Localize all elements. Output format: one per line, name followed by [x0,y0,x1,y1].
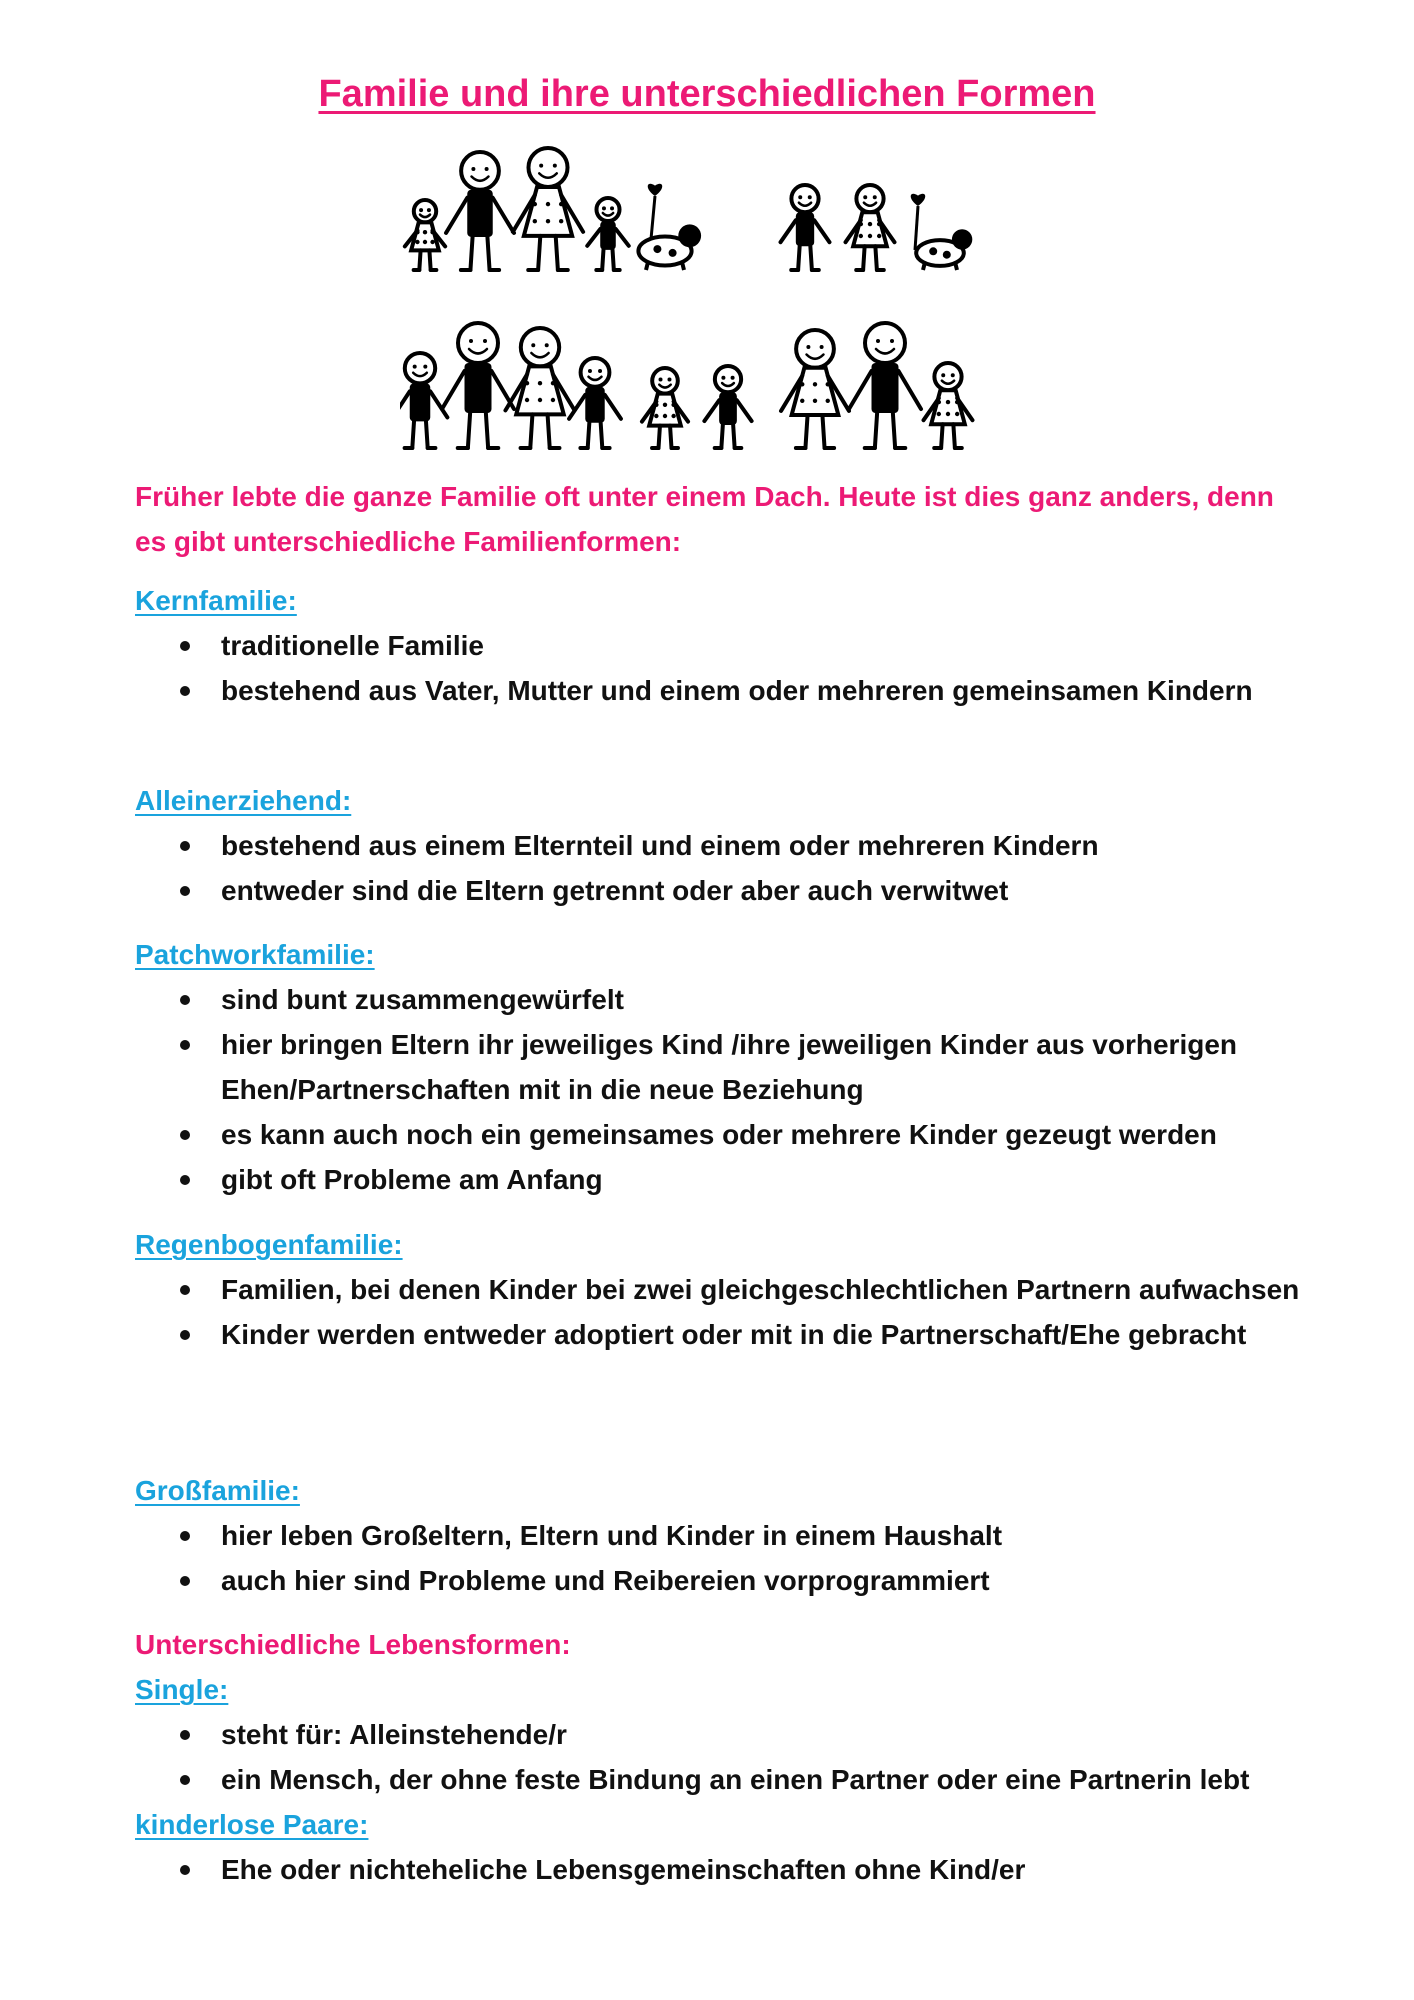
section-heading: Regenbogenfamilie: [135,1229,403,1260]
bullet-icon [180,1531,190,1541]
bullet-list [135,1267,1315,1357]
list-item: gibt oft Probleme am Anfang [135,1157,1315,1202]
bullet-list [135,1513,1315,1603]
list-item: auch hier sind Probleme und Reibereien vorprogrammiert [135,1558,1315,1603]
list-item: entweder sind die Eltern getrennt oder aber auch verwitwet [135,868,1315,913]
section-patchworkfamilie [135,932,1315,1202]
bullet-icon [180,886,190,896]
bullet-icon [180,1730,190,1740]
lifestyles-heading: Unterschiedliche Lebensformen: [135,1629,571,1660]
section-regenbogenfamilie [135,1222,1315,1357]
bullet-icon [180,1130,190,1140]
list-item: bestehend aus einem Elternteil und einem oder mehreren Kindern [135,823,1315,868]
bullet-icon [180,1865,190,1875]
bullet-icon [180,1576,190,1586]
list-item: traditionelle Familie [135,623,1315,668]
bullet-icon [180,1775,190,1785]
section-kernfamilie [135,578,1315,713]
bullet-icon [180,1330,190,1340]
section-heading: Alleinerziehend: [135,785,352,816]
bullet-list [135,1847,1315,1892]
section-alleinerziehend [135,778,1315,913]
bullet-icon [180,641,190,651]
list-item: Kinder werden entweder adoptiert oder mit in die Partnerschaft/Ehe gebracht [135,1312,1315,1357]
section-heading: Kernfamilie: [135,585,297,616]
section-grossfamilie [135,1468,1315,1603]
list-item: steht für: Alleinstehende/r [135,1712,1315,1757]
list-item: bestehend aus Vater, Mutter und einem oder mehreren gemeinsamen Kindern [135,668,1315,713]
list-item: es kann auch noch ein gemeinsames oder mehrere Kinder gezeugt werden [135,1112,1315,1157]
bullet-list [135,623,1315,713]
section-heading: Großfamilie: [135,1475,300,1506]
list-item: sind bunt zusammengewürfelt [135,977,1315,1022]
bullet-icon [180,995,190,1005]
bullet-list [135,977,1315,1202]
list-item: hier bringen Eltern ihr jeweiliges Kind /ihre jeweiligen Kinder aus vorherigen Ehen/Partnerschaften mit in die neue Beziehung [135,1022,1315,1112]
family-stick-figures-icon [400,138,1020,458]
bullet-icon [180,686,190,696]
list-item: ein Mensch, der ohne feste Bindung an einen Partner oder eine Partnerin lebt [135,1757,1315,1802]
intro-text: Früher lebte die ganze Familie oft unter einem Dach. Heute ist dies ganz anders, denn es gibt unterschiedliche Familienformen: [135,481,1274,557]
section-heading-kinderlose-paare: kinderlose Paare: [135,1809,369,1840]
list-item: Familien, bei denen Kinder bei zwei gleichgeschlechtlichen Partnern aufwachsen [135,1267,1315,1312]
bullet-list [135,823,1315,913]
page-title: Familie und ihre unterschiedlichen Formen [318,73,1096,115]
bullet-icon [180,1285,190,1295]
section-heading: Patchworkfamilie: [135,939,375,970]
list-item: hier leben Großeltern, Eltern und Kinder in einem Haushalt [135,1513,1315,1558]
section-lebensformen [135,1622,1315,1892]
bullet-icon [180,841,190,851]
bullet-list [135,1712,1315,1802]
bullet-icon [180,1040,190,1050]
bullet-icon [180,1175,190,1185]
section-heading-single: Single: [135,1674,229,1705]
list-item: Ehe oder nichteheliche Lebensgemeinschaften ohne Kind/er [135,1847,1315,1892]
